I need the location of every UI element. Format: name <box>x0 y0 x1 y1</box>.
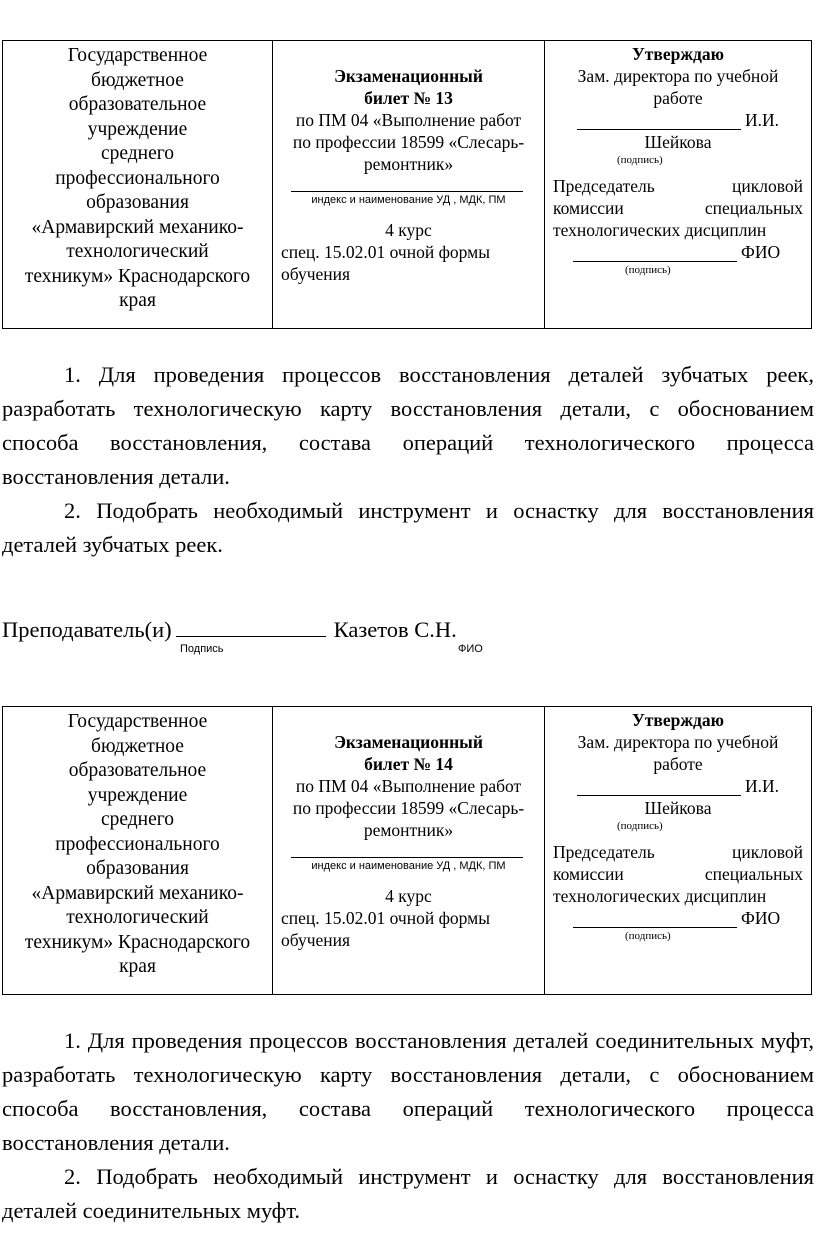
chair-row <box>553 197 803 219</box>
institution-line: образования <box>86 192 189 213</box>
index-caption: индекс и наименование УД , МДК, ПМ <box>311 194 506 206</box>
spec-line: обучения <box>281 930 351 950</box>
approval-cell <box>545 41 811 328</box>
deputy-signature-line <box>577 775 741 796</box>
chair-line: технологических дисциплин <box>553 220 767 240</box>
teacher-name: Казетов С.Н. <box>333 617 457 642</box>
deputy-line: Зам. директора по учебной <box>577 732 779 752</box>
signature-caption: (подпись) <box>617 820 663 832</box>
signature-caption: (подпись) <box>625 930 671 942</box>
index-caption: индекс и наименование УД , МДК, ПМ <box>311 860 506 872</box>
chair-row <box>553 175 803 197</box>
ticket-title: Экзаменационный <box>334 66 483 86</box>
ticket-title: Экзаменационный <box>334 732 483 752</box>
ticket-tasks-14 <box>2 1024 814 1228</box>
chair-fio: ФИО <box>741 908 781 928</box>
index-underline <box>291 857 523 858</box>
institution-line: учреждение <box>87 118 188 140</box>
institution-line: технологический <box>66 241 209 262</box>
chair-word: цикловой <box>732 842 803 862</box>
chair-signature-line <box>573 241 737 262</box>
chair-word: специальных <box>704 198 803 218</box>
deputy-line: работе <box>653 754 703 774</box>
institution-line: Государственное <box>67 711 208 732</box>
institution-line: профессионального <box>55 167 220 189</box>
spec-line: обучения <box>281 264 351 284</box>
institution-cell <box>3 707 273 994</box>
teacher-signature-line <box>176 616 326 637</box>
chair-word: Председатель <box>553 842 655 862</box>
institution-line: профессионального <box>55 833 220 855</box>
institution-line: «Армавирский механико- <box>31 216 244 238</box>
spec-line: спец. 15.02.01 очной формы <box>281 908 491 928</box>
module-line: по профессии 18599 «Слесарь- <box>292 798 525 818</box>
course: 4 курс <box>385 886 432 906</box>
chair-signature-line <box>573 907 737 928</box>
institution-line: края <box>119 956 156 977</box>
deputy-signature-line <box>577 109 741 130</box>
chair-word: комиссии <box>553 864 624 884</box>
chair-word: Председатель <box>553 176 655 196</box>
institution-line: бюджетное <box>91 69 184 91</box>
task-item: 1. Для проведения процессов восстановления деталей соединительных муфт, разработать технологическую карту восстановления детали, с обоснованием способа восстановления, состава операций технологического процесса восстановления детали. <box>2 1028 814 1155</box>
institution-line: технологический <box>66 907 209 928</box>
deputy-initials: И.И. <box>745 110 780 130</box>
chair-word: цикловой <box>732 176 803 196</box>
institution-line: учреждение <box>87 784 188 806</box>
task-item: 2. Подобрать необходимый инструмент и оснастку для восстановления деталей зубчатых реек. <box>2 498 814 557</box>
institution-line: края <box>119 290 156 311</box>
deputy-name: Шейкова <box>644 798 712 818</box>
chair-line: технологических дисциплин <box>553 886 767 906</box>
ticket-number: билет № 14 <box>364 754 453 774</box>
institution-cell <box>3 41 273 328</box>
module-line: ремонтник» <box>363 820 454 840</box>
task-item: 1. Для проведения процессов восстановления деталей зубчатых реек, разработать технологическую карту восстановления детали, с обоснованием способа восстановления, состава операций технологического процесса восстановления детали. <box>2 362 814 489</box>
spec-line: спец. 15.02.01 очной формы <box>281 242 491 262</box>
institution-line: техникум» Краснодарского <box>24 931 251 953</box>
module-line: по ПМ 04 «Выполнение работ <box>295 110 522 130</box>
institution-line: образования <box>86 858 189 879</box>
institution-line: «Армавирский механико- <box>31 882 244 904</box>
ticket-tasks-13 <box>2 358 814 562</box>
institution-line: образовательное <box>68 760 207 781</box>
ticket-number: билет № 13 <box>364 88 453 108</box>
teacher-sign-caption: Подпись <box>180 643 224 655</box>
ticket-info-cell <box>273 707 545 994</box>
chair-word: специальных <box>704 864 803 884</box>
task-item: 2. Подобрать необходимый инструмент и оснастку для восстановления деталей соединительных муфт. <box>2 1164 814 1223</box>
module-line: по профессии 18599 «Слесарь- <box>292 132 525 152</box>
deputy-name: Шейкова <box>644 132 712 152</box>
teacher-fio-caption: ФИО <box>458 643 483 655</box>
teacher-label: Преподаватель(и) <box>2 617 172 642</box>
ticket-info-cell <box>273 41 545 328</box>
approve-label: Утверждаю <box>631 710 725 730</box>
index-underline <box>291 191 523 192</box>
institution-line: бюджетное <box>91 735 184 757</box>
course: 4 курс <box>385 220 432 240</box>
institution-line: среднего <box>100 143 175 164</box>
chair-fio: ФИО <box>741 242 781 262</box>
chair-row <box>553 841 803 863</box>
ticket-header-14 <box>2 706 812 995</box>
ticket-header-13 <box>2 40 812 329</box>
signature-caption: (подпись) <box>625 264 671 276</box>
deputy-line: Зам. директора по учебной <box>577 66 779 86</box>
module-line: ремонтник» <box>363 154 454 174</box>
institution-line: образовательное <box>68 94 207 115</box>
module-line: по ПМ 04 «Выполнение работ <box>295 776 522 796</box>
teacher-line <box>2 616 457 643</box>
signature-caption: (подпись) <box>617 154 663 166</box>
deputy-initials: И.И. <box>745 776 780 796</box>
approve-label: Утверждаю <box>631 44 725 64</box>
chair-row <box>553 863 803 885</box>
chair-word: комиссии <box>553 198 624 218</box>
institution-line: техникум» Краснодарского <box>24 265 251 287</box>
approval-cell <box>545 707 811 994</box>
institution-line: Государственное <box>67 45 208 66</box>
institution-line: среднего <box>100 809 175 830</box>
deputy-line: работе <box>653 88 703 108</box>
